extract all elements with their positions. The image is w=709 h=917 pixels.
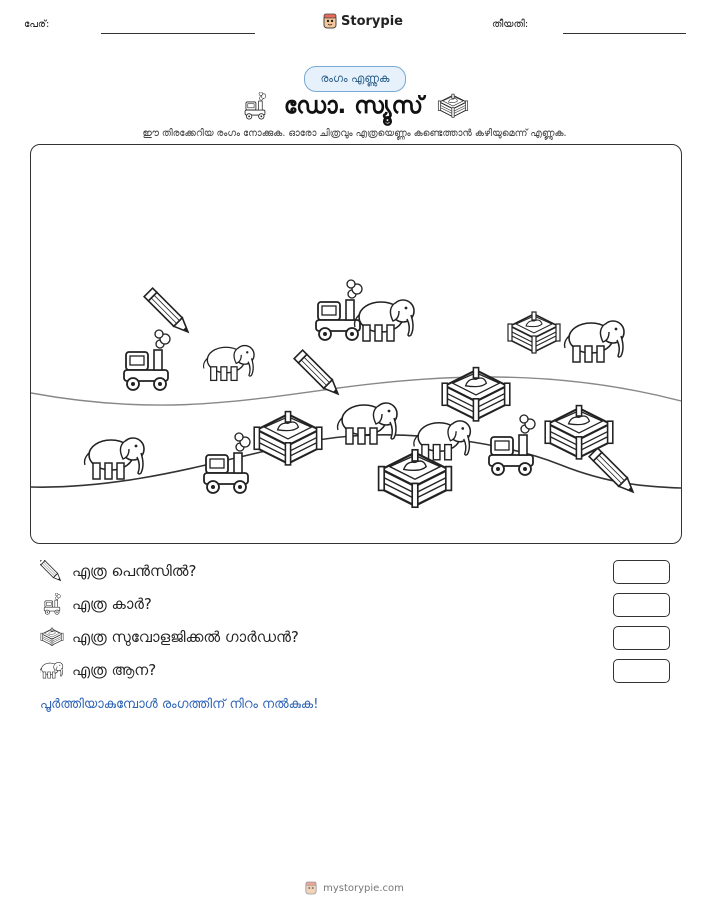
scene-frame (30, 144, 682, 544)
instructions: ഈ തിരക്കേറിയ രംഗം നോക്കുക. ഓരോ ചിത്രവും എത്രയെണ്ണം കണ്ടെത്താൻ കഴിയുമെന്ന് എണ്ണുക. (142, 128, 567, 139)
zoo-garden-icon (437, 93, 469, 119)
question-zoo-garden (40, 626, 299, 648)
zoo-garden (545, 406, 613, 459)
elephant-icon (40, 659, 64, 681)
elephant (85, 438, 145, 479)
color-instruction: പൂർത്തിയാകുമ്പോൾ രംഗത്തിന് നിറം നൽകുക! (40, 697, 319, 712)
elephant (414, 421, 471, 460)
car-icon (40, 593, 64, 615)
zoo-garden (254, 412, 322, 465)
title-row (0, 92, 709, 120)
date-label: തീയതി: (492, 19, 529, 30)
answer-box-zoo-garden[interactable] (613, 626, 670, 650)
answer-box-pencil[interactable] (613, 560, 670, 584)
car (489, 415, 535, 475)
answer-box-elephant[interactable] (613, 659, 670, 683)
brand-logo (323, 13, 403, 29)
pencil-icon (40, 560, 64, 582)
footer (0, 881, 709, 895)
scene-illustration (31, 145, 681, 543)
zoo-garden (442, 368, 510, 421)
elephant (203, 346, 254, 381)
question-text: എത്ര പെൻസിൽ? (72, 562, 197, 580)
car (316, 280, 362, 340)
elephant (338, 403, 398, 444)
pencil (144, 288, 192, 336)
car (124, 330, 170, 390)
car-icon (240, 92, 270, 120)
question-car (40, 593, 152, 615)
name-label: പേര്: (24, 19, 50, 30)
question-pencil (40, 560, 196, 582)
name-line[interactable] (101, 33, 255, 34)
elephant (355, 300, 415, 341)
question-text: എത്ര ആന? (72, 661, 157, 679)
zoo-garden (508, 312, 560, 353)
activity-tag: രംഗം എണ്ണുക (304, 66, 406, 92)
storypie-logo-icon (323, 13, 337, 29)
elephant (565, 321, 625, 362)
car (204, 433, 250, 493)
question-text: എത്ര കാർ? (72, 595, 152, 613)
question-elephant (40, 659, 156, 681)
storypie-logo-icon (305, 881, 317, 895)
question-text: എത്ര സുവോളജിക്കൽ ഗാർഡൻ? (72, 628, 299, 646)
brand-name: Storypie (341, 13, 403, 29)
zoo-garden-icon (40, 626, 64, 648)
page-title: ഡോ. സ്യൂസ് (283, 93, 424, 119)
footer-url[interactable]: mystorypie.com (323, 882, 404, 894)
date-line[interactable] (563, 33, 686, 34)
answer-box-car[interactable] (613, 593, 670, 617)
pencil (589, 448, 637, 496)
